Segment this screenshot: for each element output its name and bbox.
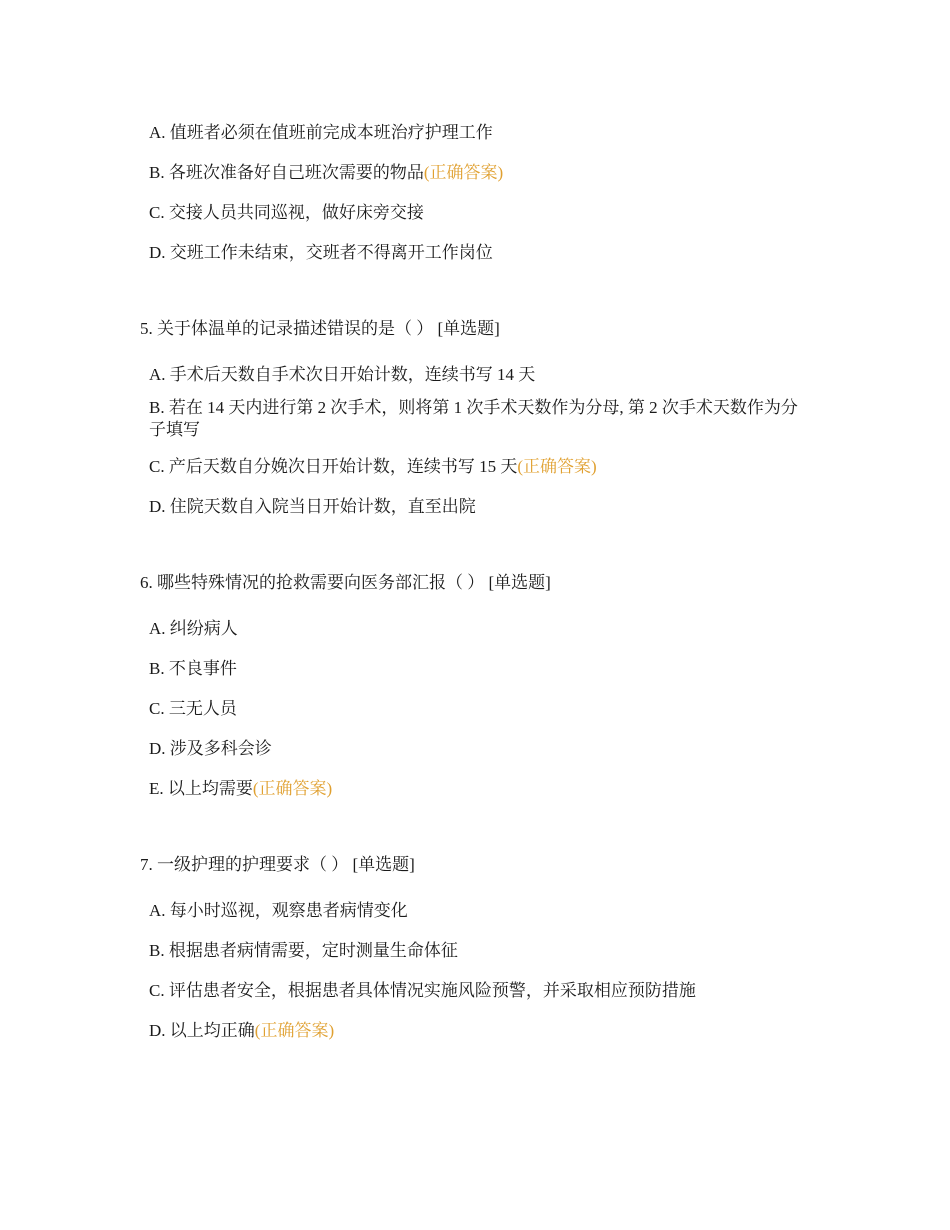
option-text: 涉及多科会诊 xyxy=(169,739,272,758)
option-a xyxy=(149,900,809,922)
option-b xyxy=(149,940,809,962)
option-label: C. xyxy=(149,981,165,1000)
option-text: 评估患者安全，根据患者具体情况实施风险预警，并采取相应预防措施 xyxy=(168,981,696,1000)
option-d xyxy=(149,496,809,518)
option-d xyxy=(149,242,809,264)
option-text: 交接人员共同巡视，做好床旁交接 xyxy=(168,203,424,222)
option-b xyxy=(149,658,809,680)
option-text: 产后天数自分娩次日开始计数，连续书写 15 天 xyxy=(168,457,518,476)
option-label: A. xyxy=(149,123,166,142)
option-a xyxy=(149,364,809,386)
option-text: 交班工作未结束，交班者不得离开工作岗位 xyxy=(169,243,493,262)
option-label: A. xyxy=(149,365,166,384)
option-text: 每小时巡视，观察患者病情变化 xyxy=(169,901,408,920)
option-d xyxy=(149,1020,809,1042)
option-c xyxy=(149,980,809,1002)
option-text: 不良事件 xyxy=(168,659,237,678)
option-text: 纠纷病人 xyxy=(169,619,238,638)
question-text: 哪些特殊情况的抢救需要向医务部汇报（ ） xyxy=(157,573,485,592)
option-label: E. xyxy=(149,779,164,798)
option-text: 根据患者病情需要，定时测量生命体征 xyxy=(168,941,458,960)
option-b xyxy=(149,162,809,184)
option-label: A. xyxy=(149,901,166,920)
option-text: 以上均正确 xyxy=(169,1021,255,1040)
option-label: C. xyxy=(149,203,165,222)
option-d xyxy=(149,738,809,760)
question-text: 一级护理的护理要求（ ） xyxy=(157,855,349,874)
option-text: 以上均需要 xyxy=(167,779,253,798)
option-label: A. xyxy=(149,619,166,638)
option-label: B. xyxy=(149,941,165,960)
question-title xyxy=(140,318,500,340)
option-label: B. xyxy=(149,398,165,417)
option-text: 若在 14 天内进行第 2 次手术，则将第 1 次手术天数作为分母, 第 2 次手术天数作为分子填写 xyxy=(149,398,798,439)
option-text: 各班次准备好自己班次需要的物品 xyxy=(168,163,424,182)
option-label: C. xyxy=(149,457,165,476)
option-b xyxy=(149,397,809,441)
correct-answer-tag: (正确答案) xyxy=(252,779,333,798)
question-type: [单选题] xyxy=(437,319,500,338)
option-c xyxy=(149,456,809,478)
option-text: 值班者必须在值班前完成本班治疗护理工作 xyxy=(169,123,493,142)
correct-answer-tag: (正确答案) xyxy=(423,163,504,182)
option-a xyxy=(149,122,809,144)
correct-answer-tag: (正确答案) xyxy=(517,457,597,476)
option-label: B. xyxy=(149,163,165,182)
option-text: 手术后天数自手术次日开始计数，连续书写 14 天 xyxy=(169,365,536,384)
option-label: D. xyxy=(149,1021,166,1040)
option-label: D. xyxy=(149,497,166,516)
option-label: D. xyxy=(149,243,166,262)
option-c xyxy=(149,698,809,720)
question-title xyxy=(140,854,415,876)
question-text: 关于体温单的记录描述错误的是（ ） xyxy=(157,319,434,338)
question-number: 6. xyxy=(140,573,153,592)
question-type: [单选题] xyxy=(488,573,551,592)
option-label: B. xyxy=(149,659,165,678)
correct-answer-tag: (正确答案) xyxy=(254,1021,335,1040)
option-e xyxy=(149,778,809,800)
question-type: [单选题] xyxy=(352,855,415,874)
option-label: C. xyxy=(149,699,165,718)
option-c xyxy=(149,202,809,224)
question-title xyxy=(140,572,551,594)
option-label: D. xyxy=(149,739,166,758)
option-text: 三无人员 xyxy=(168,699,237,718)
option-a xyxy=(149,618,809,640)
question-number: 5. xyxy=(140,319,153,338)
option-text: 住院天数自入院当日开始计数，直至出院 xyxy=(169,497,476,516)
question-number: 7. xyxy=(140,855,153,874)
